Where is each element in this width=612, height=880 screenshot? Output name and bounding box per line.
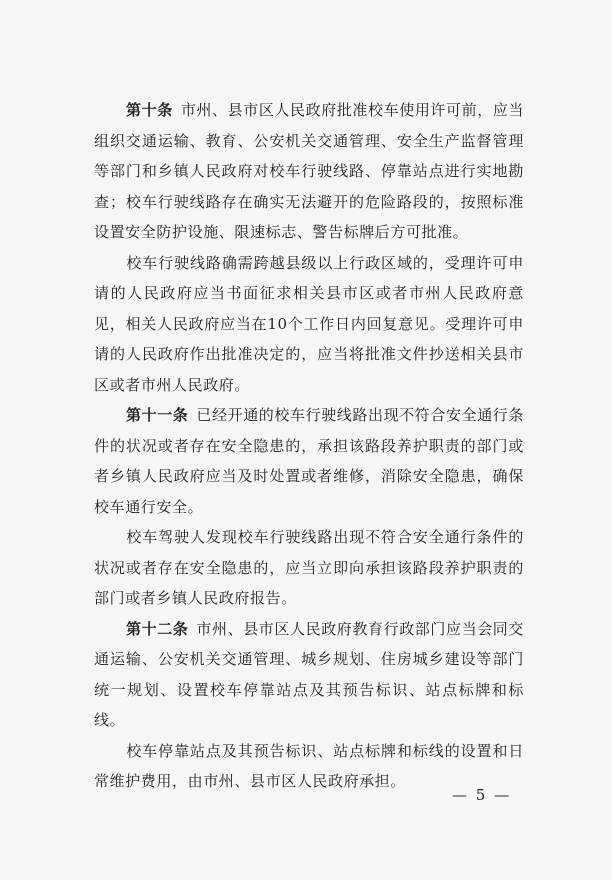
paragraph-article-11 — [94, 400, 524, 522]
paragraph-text: 校车驾驶人发现校车行驶线路出现不符合安全通行条件的状况或者存在安全隐患的，应当立即向承担该路段养护职责的部门或者乡镇人民政府报告。 — [94, 528, 524, 607]
paragraph-text: 校车行驶线路确需跨越县级以上行政区域的，受理许可申请的人民政府应当书面征求相关县市区或者市州人民政府意见，相关人民政府应当在10个工作日内回复意见。受理许可申请的人民政府作出批准决定的，应当将批准文件抄送相关县市区或者市州人民政府。 — [94, 253, 524, 394]
paragraph-article-12 — [94, 614, 524, 736]
paragraph-text: 已经开通的校车行驶线路出现不符合安全通行条件的状况或者存在安全隐患的，承担该路段养护职责的部门或者乡镇人民政府应当及时处置或者维修，消除安全隐患，确保校车通行安全。 — [94, 406, 525, 516]
paragraph-text: 校车停靠站点及其预告标识、站点标牌和标线的设置和日常维护费用，由市州、县市区人民政府承担。 — [94, 741, 524, 790]
paragraph-text: 市州、县市区人民政府批准校车使用许可前，应当组织交通运输、教育、公安机关交通管理、安全生产监督管理等部门和乡镇人民政府对校车行驶线路、停靠站点进行实地勘查；校车行驶线路存在确实无法避开的危险路段的，按照标准设置安全防护设施、限速标志、警告标牌后方可批准。 — [94, 101, 525, 241]
article-heading: 第十一条 — [126, 406, 189, 424]
article-heading: 第十条 — [126, 101, 173, 119]
article-heading: 第十二条 — [126, 619, 189, 638]
document-body — [94, 95, 524, 797]
paragraph-text: 市州、县市区人民政府教育行政部门应当会同交通运输、公安机关交通管理、城乡规划、住房城乡建设等部门统一规划、设置校车停靠站点及其预告标识、站点标牌和标线。 — [94, 619, 525, 729]
paragraph-article-10-cont — [94, 248, 524, 401]
page-number: — 5 — — [452, 786, 512, 804]
paragraph-article-11-cont — [94, 522, 524, 614]
paragraph-article-10 — [94, 95, 524, 248]
